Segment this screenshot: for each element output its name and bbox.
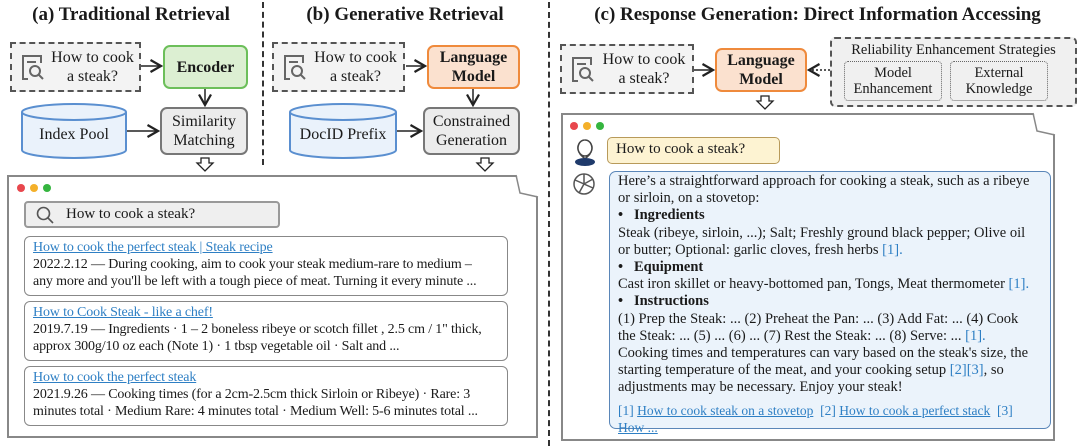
window-dots: [17, 184, 51, 192]
query-text: How to cook: [51, 49, 134, 66]
citation[interactable]: [1].: [965, 327, 986, 344]
reference-link[interactable]: How to cook steak on a stovetop: [637, 402, 814, 418]
window-dots: [570, 122, 604, 130]
reference-link[interactable]: How ...: [618, 419, 658, 435]
search-window: [7, 175, 538, 438]
chat-window: [561, 113, 1055, 441]
constrained-generation-box: Constrained Generation: [423, 107, 520, 155]
citation[interactable]: [2][3]: [949, 362, 984, 379]
result-link[interactable]: How to cook the perfect steak: [33, 370, 197, 385]
query-text: a steak?: [66, 68, 119, 85]
search-input[interactable]: How to cook a steak?: [24, 201, 280, 228]
query-box: [10, 42, 141, 92]
search-document-icon: [20, 53, 46, 81]
panel-a-title: (a) Traditional Retrieval: [32, 4, 230, 25]
similarity-matching-box: Similarity Matching: [160, 107, 248, 155]
result-card: How to cook the perfect steak | Steak recipe 2022.2.12 — During cooking, aim to cook your steak medium-rare to medium – any more and you'll be left with a tough piece of meat. Turning it every minute ...: [24, 236, 508, 296]
citation[interactable]: [1].: [1008, 276, 1030, 293]
result-link[interactable]: How to Cook Steak - like a chef!: [33, 305, 213, 320]
references: [1] How to cook steak on a stovetop [2] How to cook a perfect stack [3] How ...: [618, 402, 1013, 435]
citation[interactable]: [1].: [882, 241, 903, 258]
external-knowledge-box: External Knowledge: [950, 61, 1048, 101]
reference-link[interactable]: How to cook a perfect stack: [839, 402, 991, 418]
encoder-box: Encoder: [163, 45, 248, 89]
panel-b-title: (b) Generative Retrieval: [306, 4, 504, 25]
reliability-strategies-box: [830, 37, 1077, 107]
language-model-box: Language Model: [427, 45, 520, 89]
answer-bubble: Here’s a straightforward approach for cooking a steak, such as a ribeye or sirloin, on a stovetop: • Ingredients Steak (ribeye, sirloin, ...); Salt; Freshly ground black pepper; Olive oil or butter; Optional: garlic cloves, fresh herbs [1]. • Equipment Cast iron skillet or heavy-bottomed pan, Tongs, Meat thermometer [1]. • Instructions (1) Prep the Steak: ... (2) Preheat the Pan: ... (3) Add Fat: ... (4) Cook the Steak: ... (5) ... (6) ... (7) Rest the Steak: ... (8) Serve: ... [1]. Cooking times and temperatures can vary based on the steak's size, the starting temperature of the meat, and your cooking setup [2][3], so adjustments may be necessary. Enjoy your steak! [1] How to cook steak on a stovetop [2] How to cook a perfect stack [3] How ...: [609, 171, 1051, 429]
user-icon: [573, 137, 597, 167]
query-box: How to cook a steak?: [272, 42, 405, 92]
docid-prefix-label: DocID Prefix: [299, 126, 387, 143]
openai-logo-icon: [571, 171, 597, 197]
result-link[interactable]: How to cook the perfect steak | Steak recipe: [33, 240, 273, 255]
query-box: How to cook a steak?: [560, 44, 694, 94]
search-document-icon: [570, 55, 596, 83]
result-card: How to Cook Steak - like a chef! 2019.7.19 — Ingredients · 1 – 2 boneless ribeye or scotch fillet , 2.5 cm / 1" thick, approx 300g/10 oz each (Note 1) · 1 tbsp vegetable oil · Salt and ...: [24, 301, 508, 361]
panel-c-title: (c) Response Generation: Direct Information Accessing: [594, 4, 1041, 25]
search-document-icon: [282, 53, 308, 81]
index-pool-label: Index Pool: [39, 126, 109, 143]
result-card: How to cook the perfect steak 2021.9.26 — Cooking times (for a 2cm-2.5cm thick Sirloin or Ribeye) · Rare: 3 minutes total · Medium Rare: 4 minutes total · Medium Well: 5-6 minutes total ...: [24, 366, 508, 426]
language-model-box: Language Model: [715, 48, 807, 92]
user-message-bubble: How to cook a steak?: [607, 137, 780, 164]
page-fold: [1033, 113, 1057, 137]
strategies-title: Reliability Enhancement Strategies: [851, 42, 1056, 58]
page-fold: [516, 175, 540, 199]
search-icon: [36, 206, 54, 224]
model-enhancement-box: Model Enhancement: [844, 61, 942, 101]
